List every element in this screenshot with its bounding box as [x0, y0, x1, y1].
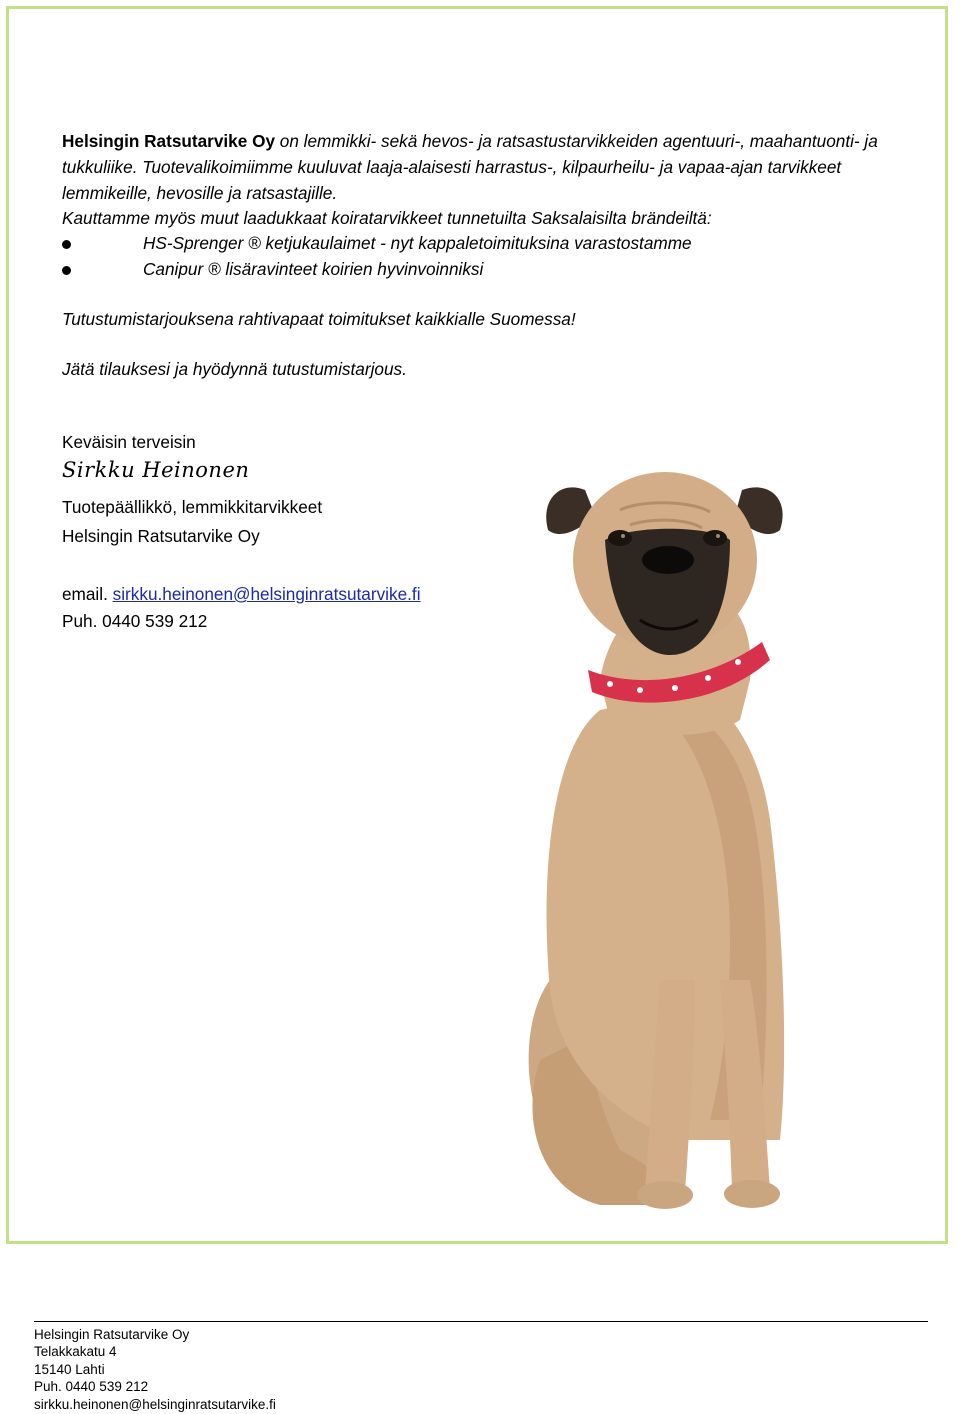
intro-line-1: Helsingin Ratsutarvike Oy on lemmikki- sekä hevos- ja ratsastustarvikkeiden agentuuri-, maahantuonti- ja [62, 131, 878, 151]
intro-line-3: lemmikeille, hevosille ja ratsastajille. [62, 183, 338, 203]
greeting: Keväisin terveisin [62, 432, 196, 452]
footer-email: sirkku.heinonen@helsinginratsutarvike.fi [34, 1396, 276, 1412]
email-link[interactable]: sirkku.heinonen@helsinginratsutarvike.fi [112, 584, 421, 604]
call-to-action: Jätä tilauksesi ja hyödynnä tutustumistarjous. [62, 359, 407, 379]
footer-street: Telakkakatu 4 [34, 1344, 117, 1360]
footer-divider [34, 1321, 928, 1322]
footer-company: Helsingin Ratsutarvike Oy [34, 1327, 190, 1342]
company-name: Helsingin Ratsutarvike Oy [62, 526, 260, 546]
intro-line-4: Kauttamme myös muut laadukkaat koiratarvikkeet tunnetuilta Saksalaisilta brändeiltä: [62, 208, 712, 228]
email-line: email. sirkku.heinonen@helsinginratsutarvike.fi [62, 584, 421, 604]
offer-text: Tutustumistarjouksena rahtivapaat toimitukset kaikkialle Suomessa! [62, 309, 576, 329]
company-name-bold: Helsingin Ratsutarvike Oy [62, 131, 276, 151]
intro-line-2: tukkuliike. Tuotevalikoimiimme kuuluvat laaja-alaisesti harrastus-, kilpaurheilu- ja vapaa-ajan tarvikkeet [62, 157, 842, 177]
phone-line: Puh. 0440 539 212 [62, 611, 208, 631]
footer-contact [34, 1326, 276, 1413]
footer-city: 15140 Lahti [34, 1361, 105, 1377]
bullet-dot [62, 266, 71, 275]
bullet-dot [62, 240, 71, 249]
bullet-item-hs-sprenger: HS-Sprenger ® ketjukaulaimet - nyt kappaletoimituksina varastostamme [143, 233, 692, 253]
signature: Sirkku Heinonen [62, 458, 250, 482]
bullet-item-canipur: Canipur ® lisäravinteet koirien hyvinvoinniksi [143, 259, 484, 279]
footer-phone: Puh. 0440 539 212 [34, 1379, 149, 1395]
pug-dog-image [480, 420, 840, 1220]
job-title: Tuotepäällikkö, lemmikkitarvikkeet [62, 497, 323, 517]
